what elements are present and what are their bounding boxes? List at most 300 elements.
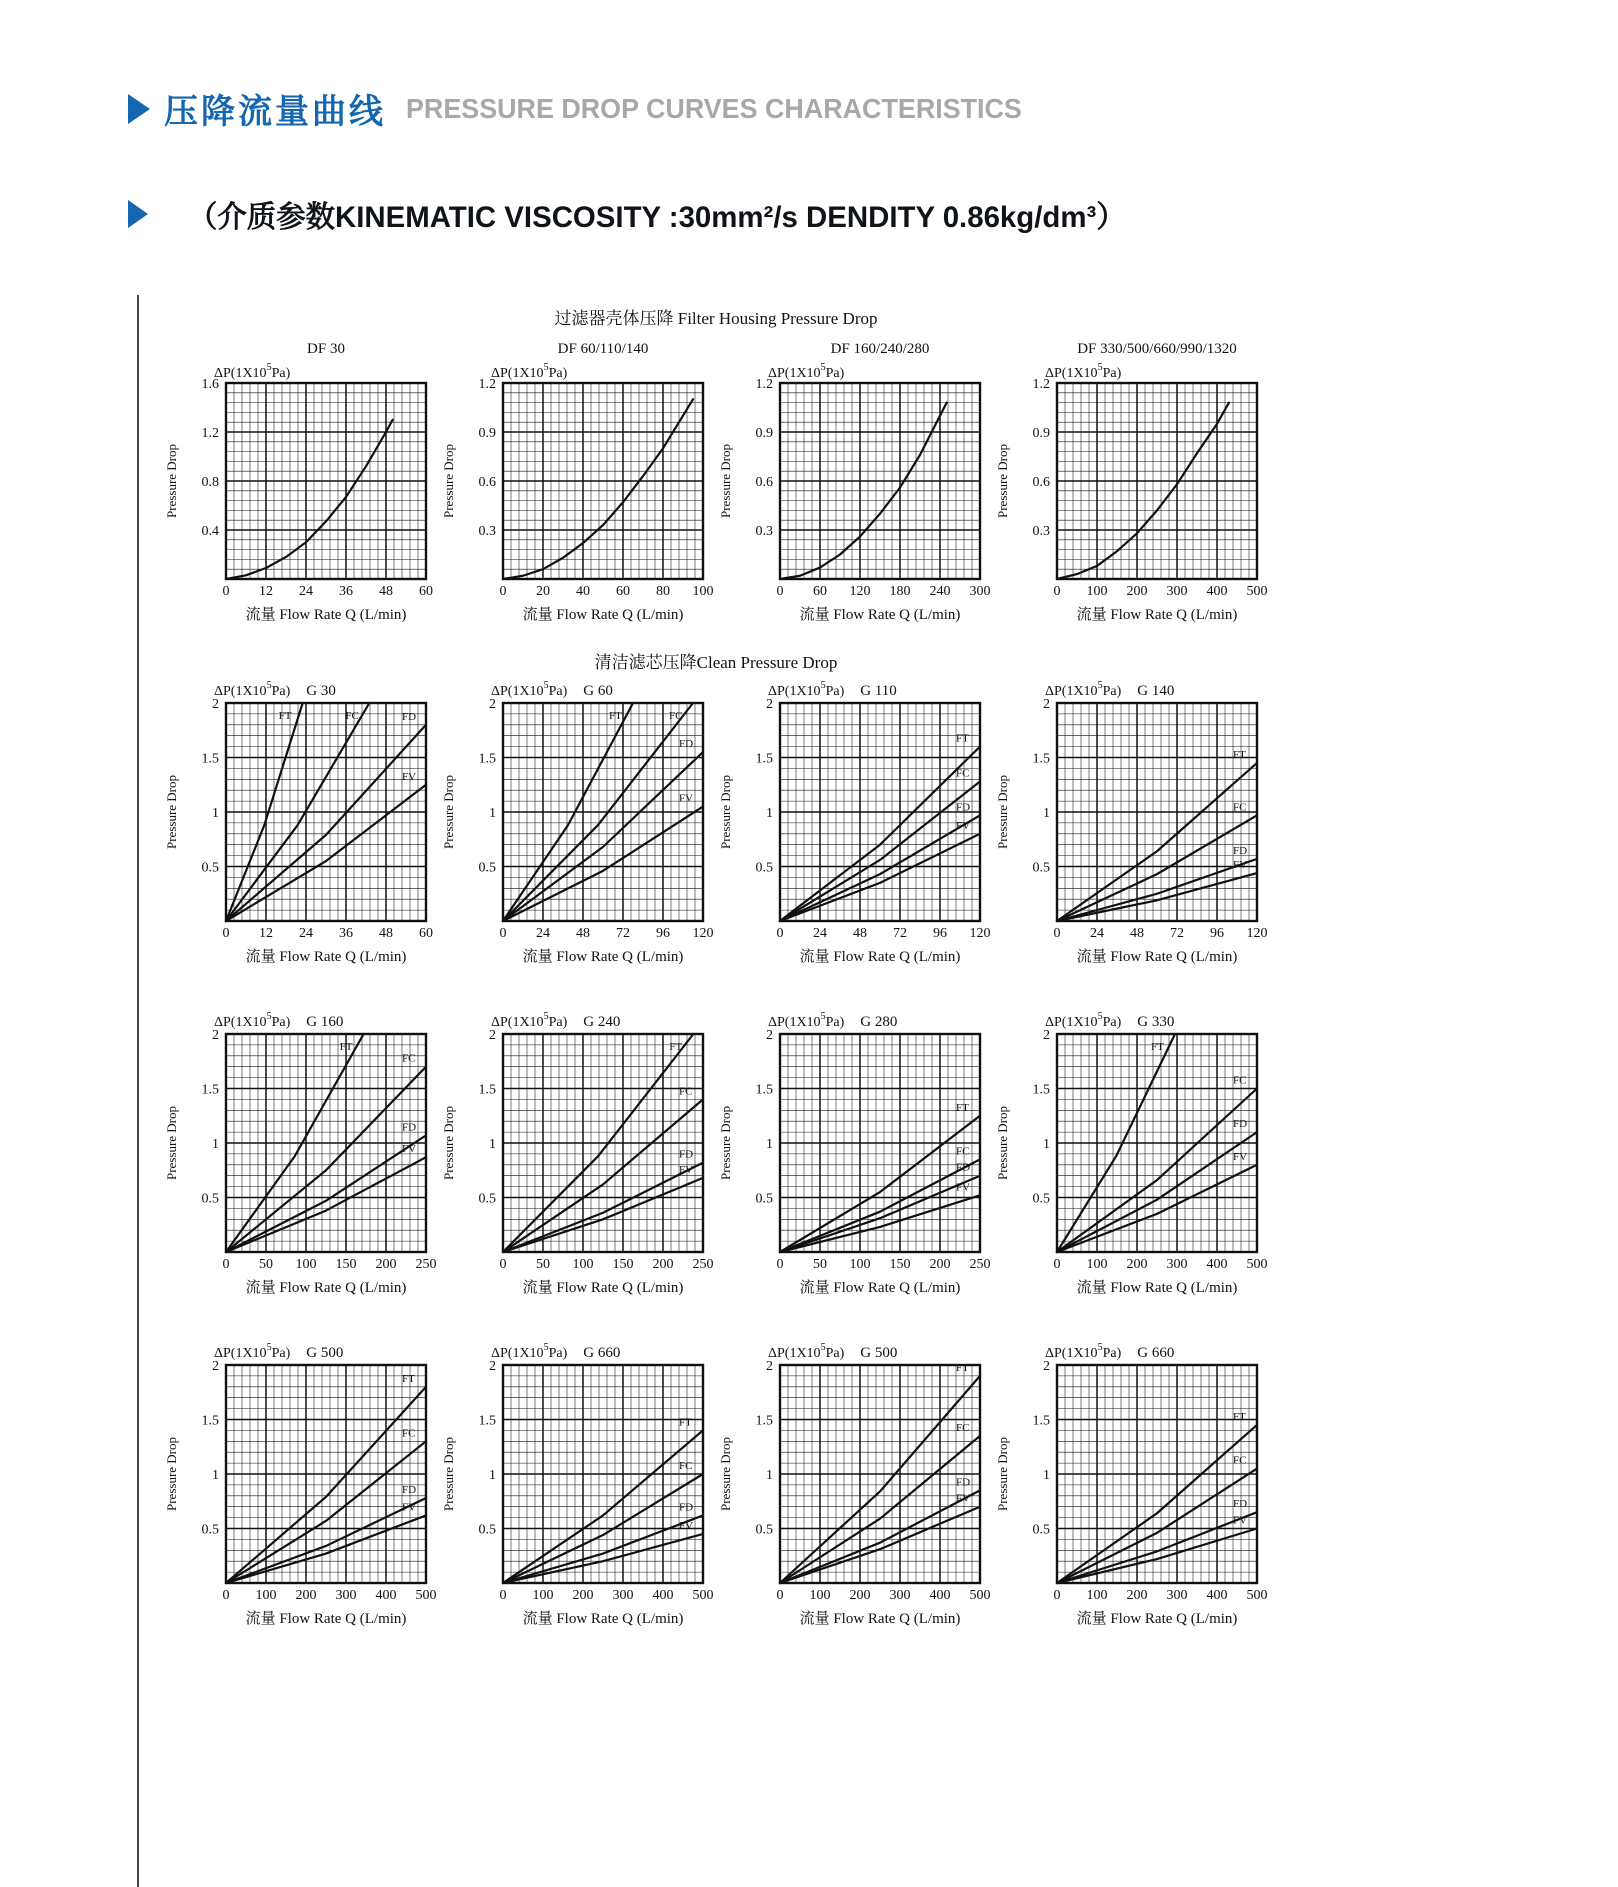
dp-axis-label: $\Delta P(1X10^5Pa)$ G 30 <box>214 680 336 699</box>
x-axis-name: 流量 Flow Rate Q (L/min) <box>522 1280 684 1296</box>
x-tick-label: 60 <box>419 926 433 941</box>
x-axis-name: 流量 Flow Rate Q (L/min) <box>245 1280 407 1296</box>
series-label-FD: FD <box>956 801 971 814</box>
chart-g660b <box>993 1339 1270 1644</box>
y-tick-label: 2 <box>212 697 219 712</box>
y-tick-label: 0.5 <box>755 860 773 876</box>
series-label-FD: FD <box>956 1476 971 1489</box>
x-tick-label: 50 <box>813 1257 827 1272</box>
y-tick-label: 0.3 <box>1032 524 1050 539</box>
x-tick-label: 12 <box>259 926 273 941</box>
x-tick-label: 72 <box>1170 926 1184 941</box>
y-tick-label: 0.3 <box>755 524 773 539</box>
x-tick-label: 0 <box>776 926 784 941</box>
x-tick-label: 20 <box>536 584 550 599</box>
x-axis-name: 流量 Flow Rate Q (L/min) <box>1076 607 1238 623</box>
chart-svg-g110 <box>716 677 993 977</box>
x-tick-label: 72 <box>616 926 630 941</box>
y-tick-label: 1.2 <box>1032 377 1050 392</box>
chart-svg-g330 <box>993 1008 1270 1308</box>
y-axis-name: Pressure Drop <box>995 774 1010 850</box>
curve-FD <box>503 752 703 921</box>
x-tick-label: 120 <box>692 926 714 941</box>
dp-axis-label: $\Delta P(1X10^5Pa)$ G 140 <box>1045 680 1175 699</box>
chart-svg-df330-1320 <box>993 333 1270 633</box>
media-parameters-line <box>128 192 1145 236</box>
x-tick-label: 24 <box>299 584 313 599</box>
y-tick-label: 1 <box>212 1137 219 1152</box>
y-tick-label: 1 <box>1043 1468 1050 1483</box>
y-tick-label: 1 <box>766 1137 773 1152</box>
x-tick-label: 0 <box>776 584 784 599</box>
series-label-FV: FV <box>402 1143 417 1156</box>
x-tick-label: 0 <box>1053 1588 1061 1603</box>
x-tick-label: 180 <box>889 584 911 599</box>
x-tick-label: 200 <box>295 1588 317 1603</box>
chart-g330 <box>993 1008 1270 1313</box>
x-tick-label: 400 <box>1206 1588 1228 1603</box>
dp-axis-label: $\Delta P(1X10^5Pa)$ G 660 <box>1045 1342 1175 1361</box>
curve-FT <box>1057 763 1257 921</box>
curve-housing <box>503 399 693 579</box>
y-tick-label: 0.5 <box>755 1191 773 1207</box>
y-tick-label: 1.5 <box>478 1413 496 1429</box>
y-tick-label: 1.5 <box>201 1413 219 1429</box>
x-axis-name: 流量 Flow Rate Q (L/min) <box>245 607 407 623</box>
x-tick-label: 400 <box>652 1588 674 1603</box>
x-tick-label: 100 <box>809 1588 831 1603</box>
dp-axis-label: $\Delta P(1X10^5Pa)$ G 110 <box>768 680 897 699</box>
y-tick-label: 1.5 <box>201 751 219 767</box>
curve-FD <box>503 1163 703 1252</box>
y-axis-name: Pressure Drop <box>718 1436 733 1512</box>
x-tick-label: 300 <box>1166 1588 1188 1603</box>
x-tick-label: 48 <box>853 926 867 941</box>
dp-axis-label: $\Delta P(1X10^5Pa)$ <box>768 362 845 381</box>
series-label-FC: FC <box>679 1460 693 1472</box>
x-tick-label: 500 <box>1246 1588 1268 1603</box>
series-label-FT: FT <box>402 1372 415 1385</box>
y-tick-label: 0.5 <box>478 1522 496 1538</box>
chart-svg-g160 <box>162 1008 439 1308</box>
y-tick-label: 2 <box>1043 1359 1050 1374</box>
chart-title: G 140 <box>1137 683 1175 699</box>
page-title-en: PRESSURE DROP CURVES CHARACTERISTICS <box>406 92 1022 124</box>
curve-FD <box>780 1490 980 1583</box>
chart-df30 <box>162 333 439 638</box>
section-title-clean: 清洁滤芯压降Clean Pressure Drop <box>594 653 838 672</box>
curve-FD <box>780 815 980 921</box>
series-label-FC: FC <box>1233 801 1247 814</box>
y-axis-name: Pressure Drop <box>164 443 179 519</box>
y-tick-label: 2 <box>1043 697 1050 712</box>
chart-g660a <box>439 1339 716 1644</box>
x-tick-label: 100 <box>1086 1588 1108 1603</box>
series-label-FT: FT <box>609 710 622 722</box>
x-tick-label: 100 <box>849 1257 871 1272</box>
x-tick-label: 100 <box>295 1257 317 1272</box>
x-tick-label: 100 <box>692 584 714 599</box>
chart-svg-g500b <box>716 1339 993 1639</box>
series-label-FD: FD <box>1233 1498 1248 1511</box>
x-tick-label: 96 <box>1210 926 1224 941</box>
chart-title: DF 330/500/660/990/1320 <box>1077 341 1237 357</box>
series-label-FD: FD <box>402 1121 417 1134</box>
y-tick-label: 0.4 <box>201 524 219 539</box>
x-tick-label: 400 <box>1206 584 1228 599</box>
x-tick-label: 48 <box>576 926 590 941</box>
series-label-FC: FC <box>956 767 970 780</box>
x-tick-label: 400 <box>1206 1257 1228 1272</box>
y-tick-label: 1.6 <box>201 377 219 392</box>
curve-FC <box>1057 1089 1257 1253</box>
x-tick-label: 0 <box>1053 1257 1061 1272</box>
x-tick-label: 200 <box>1126 1588 1148 1603</box>
x-tick-label: 500 <box>1246 1257 1268 1272</box>
x-tick-label: 0 <box>776 1588 784 1603</box>
series-label-FT: FT <box>956 1361 969 1374</box>
x-tick-label: 200 <box>929 1257 951 1272</box>
plot-grid <box>1057 383 1257 579</box>
y-tick-label: 1.5 <box>478 1082 496 1098</box>
chart-svg-g660b <box>993 1339 1270 1639</box>
left-rule <box>137 295 139 1887</box>
series-label-FV: FV <box>679 792 694 805</box>
dp-axis-label: $\Delta P(1X10^5Pa)$ G 160 <box>214 1011 344 1030</box>
y-tick-label: 1 <box>212 806 219 821</box>
y-tick-label: 1.5 <box>755 1413 773 1429</box>
x-tick-label: 72 <box>893 926 907 941</box>
series-label-FV: FV <box>1233 1150 1248 1163</box>
y-tick-label: 1.2 <box>755 377 773 392</box>
series-label-FT: FT <box>1233 1410 1246 1423</box>
x-axis-name: 流量 Flow Rate Q (L/min) <box>1076 1611 1238 1627</box>
y-tick-label: 0.6 <box>478 475 496 490</box>
series-label-FV: FV <box>679 1519 694 1532</box>
y-axis-name: Pressure Drop <box>995 1105 1010 1181</box>
y-tick-label: 2 <box>212 1359 219 1374</box>
arrow-icon <box>128 200 148 228</box>
x-tick-label: 0 <box>222 926 230 941</box>
dp-axis-label: $\Delta P(1X10^5Pa)$ G 60 <box>491 680 613 699</box>
x-tick-label: 48 <box>1130 926 1144 941</box>
plot-grid <box>503 383 703 579</box>
section-title-housing: 过滤器壳体压降 Filter Housing Pressure Drop <box>554 309 878 328</box>
x-tick-label: 300 <box>1166 584 1188 599</box>
series-label-FD: FD <box>1233 1118 1248 1131</box>
curve-FC <box>780 781 980 921</box>
y-axis-name: Pressure Drop <box>441 774 456 850</box>
y-tick-label: 0.8 <box>201 475 219 490</box>
chart-title: G 160 <box>306 1014 344 1030</box>
x-tick-label: 100 <box>532 1588 554 1603</box>
plot-grid <box>1057 703 1257 921</box>
x-tick-label: 0 <box>499 584 507 599</box>
dp-axis-label: $\Delta P(1X10^5Pa)$ G 240 <box>491 1011 621 1030</box>
y-tick-label: 2 <box>766 1359 773 1374</box>
curve-FT <box>780 1376 980 1583</box>
chart-svg-g500a <box>162 1339 439 1639</box>
x-tick-label: 250 <box>415 1257 437 1272</box>
y-tick-label: 0.5 <box>478 860 496 876</box>
dp-axis-label: $\Delta P(1X10^5Pa)$ G 500 <box>214 1342 344 1361</box>
y-tick-label: 0.5 <box>478 1191 496 1207</box>
chart-g500b <box>716 1339 993 1644</box>
x-tick-label: 0 <box>1053 926 1061 941</box>
y-tick-label: 0.5 <box>201 1191 219 1207</box>
chart-svg-g280 <box>716 1008 993 1308</box>
chart-df60-110-140 <box>439 333 716 638</box>
chart-g280 <box>716 1008 993 1313</box>
y-tick-label: 1.5 <box>478 751 496 767</box>
x-axis-name: 流量 Flow Rate Q (L/min) <box>799 1611 961 1627</box>
x-tick-label: 12 <box>259 584 273 599</box>
series-label-FC: FC <box>669 710 683 722</box>
chart-svg-g60 <box>439 677 716 977</box>
series-label-FV: FV <box>679 1163 694 1176</box>
x-tick-label: 100 <box>255 1588 277 1603</box>
page-header <box>128 84 1048 133</box>
curve-FC <box>1057 1469 1257 1583</box>
y-axis-name: Pressure Drop <box>718 443 733 519</box>
series-label-FD: FD <box>1233 844 1248 857</box>
x-tick-label: 250 <box>969 1257 991 1272</box>
chart-svg-g30 <box>162 677 439 977</box>
page-title-cn: 压降流量曲线 <box>164 93 386 131</box>
x-tick-label: 240 <box>929 584 951 599</box>
plot-grid <box>780 703 980 921</box>
y-axis-name: Pressure Drop <box>441 443 456 519</box>
series-label-FT: FT <box>278 710 292 722</box>
curve-FT <box>780 1116 980 1252</box>
y-tick-label: 2 <box>766 1028 773 1043</box>
chart-title: G 330 <box>1137 1014 1175 1030</box>
x-tick-label: 500 <box>415 1588 437 1603</box>
x-tick-label: 400 <box>375 1588 397 1603</box>
curve-FD <box>226 1135 426 1252</box>
x-axis-name: 流量 Flow Rate Q (L/min) <box>245 949 407 965</box>
y-tick-label: 2 <box>1043 1028 1050 1043</box>
plot-grid <box>503 703 703 921</box>
y-tick-label: 2 <box>766 697 773 712</box>
dp-axis-label: $\Delta P(1X10^5Pa)$ G 660 <box>491 1342 621 1361</box>
chart-svg-g140 <box>993 677 1270 977</box>
curve-FD <box>503 1515 703 1583</box>
series-label-FC: FC <box>402 1052 416 1065</box>
chart-svg-df30 <box>162 333 439 633</box>
series-label-FV: FV <box>402 770 417 783</box>
y-tick-label: 1.2 <box>478 377 496 392</box>
x-tick-label: 200 <box>1126 584 1148 599</box>
x-tick-label: 80 <box>656 584 670 599</box>
chart-g160 <box>162 1008 439 1313</box>
series-label-FD: FD <box>679 1501 694 1514</box>
x-tick-label: 0 <box>222 1257 230 1272</box>
x-axis-name: 流量 Flow Rate Q (L/min) <box>245 1611 407 1627</box>
series-label-FC: FC <box>1233 1074 1247 1087</box>
x-tick-label: 50 <box>536 1257 550 1272</box>
housing-charts-row <box>162 333 1422 638</box>
y-tick-label: 1 <box>766 806 773 821</box>
series-label-FT: FT <box>956 1101 969 1114</box>
x-tick-label: 24 <box>1090 926 1104 941</box>
series-label-FD: FD <box>679 1148 694 1161</box>
y-tick-label: 1 <box>1043 806 1050 821</box>
x-tick-label: 400 <box>929 1588 951 1603</box>
y-tick-label: 1.5 <box>755 751 773 767</box>
chart-title: G 30 <box>306 683 336 699</box>
x-tick-label: 150 <box>889 1257 911 1272</box>
x-tick-label: 0 <box>499 926 507 941</box>
y-tick-label: 1 <box>766 1468 773 1483</box>
x-tick-label: 500 <box>1246 584 1268 599</box>
chart-title: G 280 <box>860 1014 898 1030</box>
arrow-icon <box>128 94 150 124</box>
chart-title: DF 60/110/140 <box>557 341 649 357</box>
y-tick-label: 1.2 <box>201 426 219 441</box>
curve-FD <box>1057 859 1257 921</box>
clean-charts-grid <box>162 677 1422 1644</box>
x-tick-label: 200 <box>375 1257 397 1272</box>
y-tick-label: 0.6 <box>755 475 773 490</box>
y-tick-label: 1.5 <box>1032 751 1050 767</box>
chart-title: G 500 <box>860 1345 898 1361</box>
chart-title: G 110 <box>860 683 897 699</box>
y-tick-label: 1.5 <box>1032 1082 1050 1098</box>
dp-axis-label: $\Delta P(1X10^5Pa)$ G 330 <box>1045 1011 1175 1030</box>
y-tick-label: 0.5 <box>201 860 219 876</box>
x-tick-label: 96 <box>656 926 670 941</box>
curve-FV <box>1057 873 1257 921</box>
series-label-FT: FT <box>669 1041 683 1053</box>
chart-title: DF 30 <box>307 341 345 357</box>
chart-svg-g660a <box>439 1339 716 1639</box>
x-tick-label: 50 <box>259 1257 273 1272</box>
x-axis-name: 流量 Flow Rate Q (L/min) <box>522 949 684 965</box>
series-label-FC: FC <box>402 1427 416 1440</box>
y-tick-label: 2 <box>489 1028 496 1043</box>
series-label-FT: FT <box>679 1416 692 1429</box>
y-tick-label: 0.5 <box>755 1522 773 1538</box>
curve-FV <box>503 1534 703 1583</box>
x-tick-label: 60 <box>419 584 433 599</box>
curve-FV <box>780 1195 980 1252</box>
dp-axis-label: $\Delta P(1X10^5Pa)$ <box>491 362 568 381</box>
y-tick-label: 2 <box>489 697 496 712</box>
x-axis-name: 流量 Flow Rate Q (L/min) <box>799 607 961 623</box>
chart-title: G 660 <box>1137 1345 1175 1361</box>
y-tick-label: 1.5 <box>201 1082 219 1098</box>
x-tick-label: 200 <box>572 1588 594 1603</box>
plot-grid <box>226 383 426 579</box>
x-tick-label: 100 <box>1086 584 1108 599</box>
chart-g30 <box>162 677 439 982</box>
y-tick-label: 0.9 <box>755 426 773 441</box>
series-label-FD: FD <box>679 738 694 751</box>
curve-FC <box>226 1067 426 1252</box>
series-label-FC: FC <box>956 1421 970 1434</box>
chart-svg-df160-240-280 <box>716 333 993 633</box>
series-label-FT: FT <box>956 732 969 745</box>
x-tick-label: 0 <box>1053 584 1061 599</box>
chart-title: DF 160/240/280 <box>830 341 930 357</box>
x-axis-name: 流量 Flow Rate Q (L/min) <box>1076 949 1238 965</box>
x-tick-label: 100 <box>1086 1257 1108 1272</box>
series-label-FD: FD <box>402 1483 417 1496</box>
x-tick-label: 250 <box>692 1257 714 1272</box>
series-label-FV: FV <box>1233 859 1248 872</box>
series-label-FC: FC <box>345 710 359 722</box>
curve-FV <box>1057 1529 1257 1584</box>
x-tick-label: 200 <box>652 1257 674 1272</box>
plot-grid <box>226 1365 426 1583</box>
plot-grid <box>226 703 426 921</box>
series-label-FV: FV <box>1233 1514 1248 1527</box>
x-tick-label: 36 <box>339 584 353 599</box>
x-tick-label: 48 <box>379 926 393 941</box>
chart-g500a <box>162 1339 439 1644</box>
y-tick-label: 0.3 <box>478 524 496 539</box>
y-tick-label: 0.5 <box>1032 1191 1050 1207</box>
media-parameters-text: （介质参数KINEMATIC VISCOSITY :30mm²/s DENDITY 0.86kg/dm³） <box>188 201 1126 234</box>
x-tick-label: 40 <box>576 584 590 599</box>
plot-grid <box>780 383 980 579</box>
y-tick-label: 1 <box>489 1137 496 1152</box>
y-tick-label: 0.9 <box>1032 426 1050 441</box>
y-axis-name: Pressure Drop <box>164 1436 179 1512</box>
x-axis-name: 流量 Flow Rate Q (L/min) <box>799 1280 961 1296</box>
y-axis-name: Pressure Drop <box>995 1436 1010 1512</box>
y-axis-name: Pressure Drop <box>718 1105 733 1181</box>
series-label-FC: FC <box>1233 1454 1247 1467</box>
x-tick-label: 100 <box>572 1257 594 1272</box>
y-axis-name: Pressure Drop <box>441 1105 456 1181</box>
x-tick-label: 300 <box>889 1588 911 1603</box>
plot-grid <box>226 1034 426 1252</box>
y-tick-label: 1 <box>489 1468 496 1483</box>
x-tick-label: 0 <box>499 1588 507 1603</box>
series-label-FV: FV <box>402 1501 417 1514</box>
y-axis-name: Pressure Drop <box>995 443 1010 519</box>
y-tick-label: 1 <box>1043 1137 1050 1152</box>
x-tick-label: 0 <box>499 1257 507 1272</box>
y-tick-label: 0.9 <box>478 426 496 441</box>
dp-axis-label: $\Delta P(1X10^5Pa)$ <box>1045 362 1122 381</box>
chart-df160-240-280 <box>716 333 993 638</box>
y-tick-label: 1 <box>489 806 496 821</box>
series-label-FT: FT <box>1233 748 1246 761</box>
series-label-FT: FT <box>1151 1041 1164 1053</box>
chart-title: G 660 <box>583 1345 621 1361</box>
x-tick-label: 60 <box>616 584 630 599</box>
series-label-FD: FD <box>956 1161 971 1174</box>
x-tick-label: 150 <box>335 1257 357 1272</box>
x-tick-label: 120 <box>849 584 871 599</box>
x-axis-name: 流量 Flow Rate Q (L/min) <box>522 607 684 623</box>
x-tick-label: 48 <box>379 584 393 599</box>
x-tick-label: 300 <box>1166 1257 1188 1272</box>
series-label-FC: FC <box>679 1085 693 1098</box>
x-tick-label: 120 <box>1246 926 1268 941</box>
y-tick-label: 2 <box>489 1359 496 1374</box>
curve-FC <box>1057 815 1257 921</box>
y-tick-label: 1.5 <box>1032 1413 1050 1429</box>
chart-svg-df60-110-140 <box>439 333 716 633</box>
dp-axis-label: $\Delta P(1X10^5Pa)$ G 280 <box>768 1011 898 1030</box>
x-tick-label: 0 <box>222 584 230 599</box>
x-tick-label: 300 <box>969 584 991 599</box>
x-tick-label: 24 <box>813 926 827 941</box>
